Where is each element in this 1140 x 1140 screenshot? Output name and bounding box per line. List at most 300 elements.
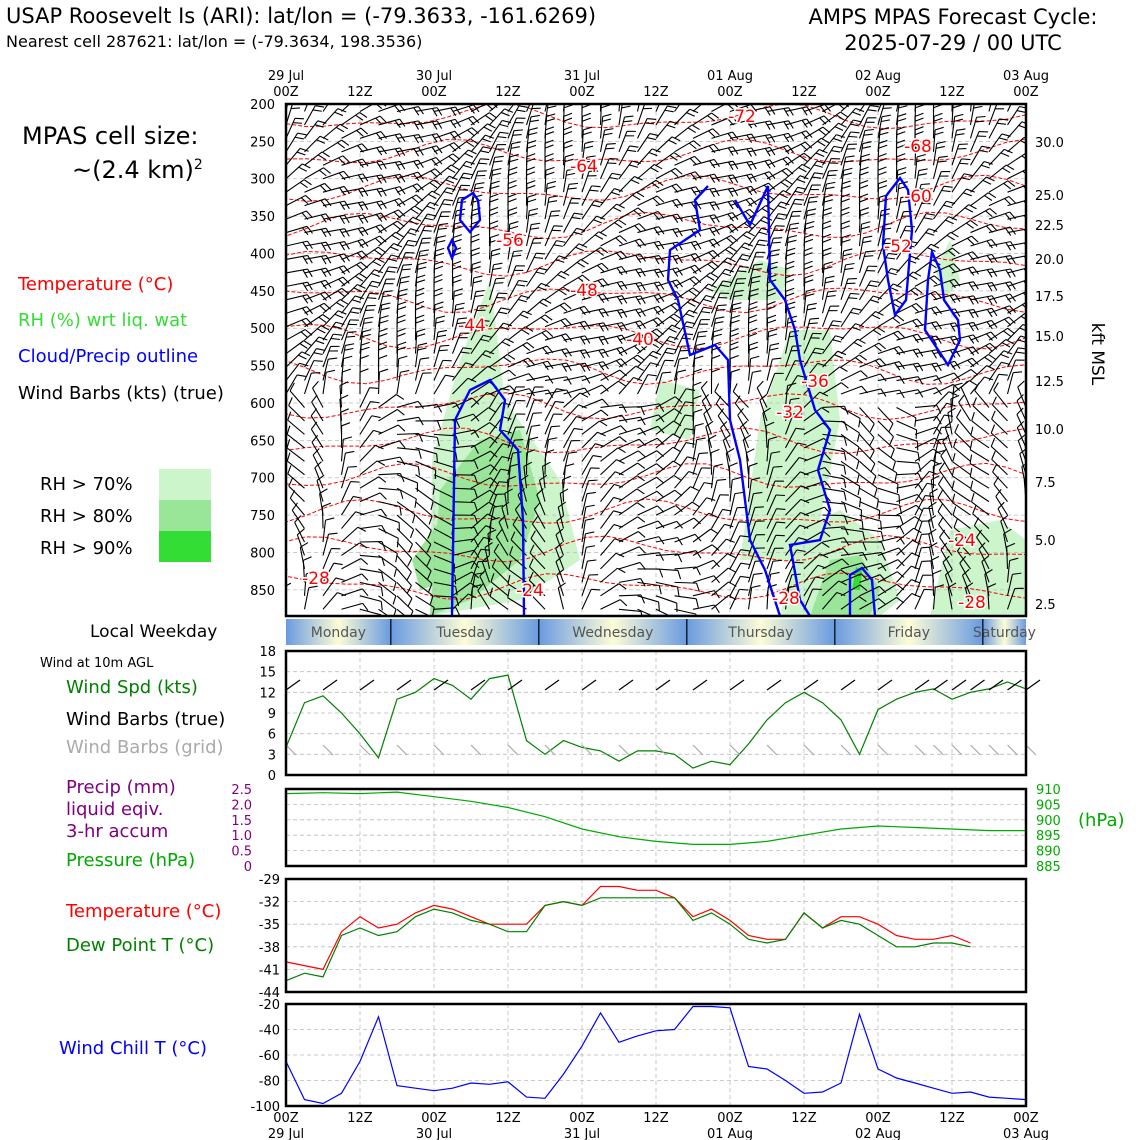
wind-barb [305,91,313,111]
wind-barb-flag [969,381,977,386]
wind-barb-flag [743,235,751,239]
wind-barb-flag [298,133,307,135]
wind-barb [675,94,688,112]
wind-barb [1026,157,1046,165]
wind-barb-flag [361,347,370,350]
wind-barb-flag [397,409,404,415]
wind-barb-flag [749,329,757,332]
wind-barb-flag [507,354,514,359]
wind-barb-flag [425,218,434,220]
weekday-label: Saturday [972,625,1036,641]
wind-barb-flag [851,132,860,133]
wind-barb-flag [637,476,644,481]
wind-barb [619,224,639,233]
wind-barb-flag [372,416,381,418]
wind-barb [712,247,730,260]
wind-barb-flag [345,215,350,223]
wind-barb-flag [934,118,942,121]
wind-barb-flag [291,108,300,109]
wind-barb-flag [712,369,720,372]
wind-barb [342,112,360,125]
wind-barb [1008,169,1028,179]
wind-barb-flag [921,184,930,185]
wind-barb [379,221,398,232]
wind-barb [508,374,529,381]
wind-barb-flag [795,199,804,200]
wind-barb-flag [393,224,400,230]
wind-barb-flag [959,395,964,402]
wind-barb [508,211,509,233]
wind-barb [804,127,823,138]
weekday-label: Tuesday [436,625,494,641]
wind-barb-true [619,680,633,690]
wind-barb-flag [863,236,872,238]
wind-barb-flag [864,256,873,257]
wind-barb-flag [1028,184,1034,191]
wind-barb-grid [434,745,444,755]
wind-barb-flag [860,208,869,211]
wind-barb-flag [436,241,445,243]
wind-barb-flag [854,342,862,346]
wind-barb-true [767,680,781,690]
wind-barb [545,287,563,300]
wind-barb-flag [883,108,892,109]
wind-barb-flag [585,350,590,358]
wind-barb-flag [987,283,992,291]
wind-barb-flag [546,172,555,175]
wind-barb-flag [806,294,815,296]
bottom-time-axis [268,1111,1049,1140]
wind-barb [416,180,434,192]
wind-barb [1008,291,1028,300]
wind-barb-flag [527,154,535,157]
wind-barb-flag [388,259,397,261]
wind-barb-flag [993,94,1002,95]
wind-barb-flag [924,589,933,590]
wind-barb-flag [299,167,307,171]
wind-barb-flag [617,268,622,275]
wind-barb-flag [415,206,423,211]
wind-barb-flag [898,560,904,566]
wind-barb [878,407,893,423]
wind-tick: 3 [267,748,276,764]
wind-barb-flag [542,333,549,339]
wind-barb-flag [939,517,944,525]
temperature-label: -48 [570,281,598,301]
wind-barb-flag [825,281,834,283]
legend-precip-2: liquid eqiv. [66,799,164,820]
wind-barb-flag [932,351,937,359]
wind-barb-flag [340,230,345,238]
wind-barb-flag [475,187,484,188]
wind-barb [286,164,302,179]
wind-barb-flag [432,191,440,195]
wind-barb [286,180,304,193]
wind-barb-flag [454,294,463,297]
wind-barb-flag [844,452,846,461]
wind-barb-flag [862,222,871,224]
wind-barb-flag [416,315,424,318]
wind-barb [675,125,692,138]
wind-barb-flag [288,412,291,420]
wind-barb [693,250,713,259]
wind-barb-flag [857,433,859,442]
wind-barb-flag [797,179,805,182]
wind-barb [730,243,745,260]
legend-windchill: Wind Chill T (°C) [59,1038,207,1059]
wind-barb-flag [929,502,937,507]
wind-barb-flag [622,415,627,422]
wind-barb-flag [915,418,916,427]
wind-barb-flag [665,110,674,112]
wind-barb [619,428,640,434]
wind-barb-flag [604,133,613,135]
wind-barb-flag [878,167,886,170]
wind-barb [841,421,859,433]
title-right-line2: 2025-07-29 / 00 UTC [844,31,1062,55]
wind-barb-flag [809,197,818,198]
wind-barb-flag [418,343,427,345]
wind-barb-flag [767,320,775,323]
wind-barb-flag [321,243,326,251]
wind-barb-flag [346,336,355,337]
wind-barb [305,183,325,192]
wind-barb [397,596,413,611]
wind-barb-flag [508,181,516,184]
wind-barb-flag [411,209,419,214]
wind-barb [878,376,900,380]
wind-barb [860,461,876,476]
wind-barb-grid [804,745,814,755]
wind-barb-flag [614,525,623,528]
wind-barb [453,116,473,125]
wind-barb [675,141,694,152]
wind-barb-flag [687,457,696,459]
wind-barb-flag [673,229,678,237]
wind-barb-flag [295,137,304,139]
wind-barb-flag [344,186,349,193]
wind-barb [342,559,361,569]
wind-barb-flag [345,344,354,346]
wind-barb-flag [453,239,462,242]
wind-barb-flag [416,302,424,305]
wind-barb-flag [303,270,308,278]
wind-barb [360,388,370,408]
wind-barb-flag [749,307,757,310]
wind-barb-flag [1028,279,1034,286]
wind-barb [342,285,358,300]
wind-barb-flag [381,509,386,516]
wind-barb-flag [641,283,646,291]
wind-barb [712,568,729,582]
wind-barb-flag [957,410,961,418]
wind-barb-flag [840,367,848,372]
wind-barb [275,550,286,569]
legend-local-weekday: Local Weekday [90,622,218,642]
wind-barb-flag [605,148,614,149]
wind-barb-flag [514,130,523,131]
wind-barb-flag [547,186,556,188]
wind-barb [286,352,302,367]
wind-barb-flag [696,567,700,575]
wind-barb-flag [915,118,923,121]
wind-barb-flag [659,227,664,234]
wind-barb-flag [508,199,516,202]
wind-barb-flag [710,273,718,278]
wind-barb [638,134,650,152]
wind-barb-flag [499,124,508,126]
wind-barb-flag [843,173,852,175]
wind-barb-grid [971,745,981,755]
wind-barb-flag [875,488,878,497]
wind-barb-flag [602,399,608,406]
wind-barb-flag [612,173,621,175]
wind-barb [601,426,621,435]
wind-barb-flag [730,333,738,336]
wind-barb-flag [1006,165,1014,170]
wind-barb-flag [733,188,738,196]
wind-barb-flag [924,218,933,220]
wind-barb [1008,153,1026,165]
wind-barb [270,527,286,542]
wind-barb [952,358,972,367]
temperature-label: -52 [884,237,912,257]
wind-barb-flag [765,122,770,130]
wind-barb-flag [823,213,832,216]
wind-barb [564,388,585,394]
wind-barb-flag [899,106,908,108]
wind-barb [545,389,557,408]
top-hour-label: 00Z [717,85,743,100]
wind-barb-flag [529,128,538,130]
wind-barb-flag [913,364,918,372]
wind-barb-flag [789,121,794,129]
wind-barb [638,506,658,515]
wind-barb [675,471,689,488]
wind-barb-true [693,680,707,690]
wind-barb-flag [494,263,503,265]
wind-barb-flag [947,235,955,240]
wind-barb-true [1026,680,1040,690]
wind-barb-flag [878,186,886,189]
wind-barb [804,149,819,165]
wind-barb-true [582,680,596,690]
wind-barb-flag [882,115,891,117]
wind-barb-flag [773,238,782,239]
wind-barb-flag [915,132,923,135]
wind-barb-flag [949,217,957,221]
wind-barb-flag [445,375,454,377]
wind-chill-panel [250,998,1026,1115]
wind-barb-flag [319,317,326,322]
wind-barb-flag [654,164,662,168]
altitude-tick: 2.5 [1035,598,1056,613]
wind-barb-flag [320,489,328,493]
wind-barb-flag [825,195,834,197]
wind-barb-flag [465,153,473,157]
wind-barb [693,284,708,300]
wind-barb [915,508,923,528]
wind-barb-flag [645,123,654,124]
temperature-label: -60 [904,187,932,207]
wind-barb-flag [848,298,857,299]
wind-barb-flag [1029,268,1034,275]
wind-barb-flag [336,303,344,308]
temp-tick: -44 [258,986,280,1001]
windchill-tick: -80 [258,1074,280,1090]
wind-barb-flag [715,383,719,391]
wind-barb-flag [668,328,676,332]
wind-barb-flag [494,283,503,284]
wind-barb-flag [505,109,513,112]
wind-barb-flag [944,205,953,207]
wind-barb-flag [382,303,391,305]
wind-barb-flag [328,358,337,359]
wind-barb-flag [695,156,701,162]
wind-barb-flag [807,214,816,216]
wind-barb-flag [772,242,781,243]
wind-barb-flag [490,207,498,210]
wind-barb-flag [427,206,435,209]
top-hour-label: 12Z [347,85,373,100]
wind-barb [323,311,338,327]
wind-barb-flag [970,220,977,225]
altitude-tick: 30.0 [1035,136,1064,151]
wind-barb-flag [527,181,535,184]
wind-barb-flag [605,129,614,131]
wind-barb-flag [992,296,997,304]
wind-barb-flag [621,87,630,90]
wind-barb-flag [901,89,910,90]
wind-barb-flag [485,115,492,120]
wind-barb-flag [805,142,812,148]
wind-barb-flag [564,118,572,121]
wind-barb-flag [862,146,871,148]
wind-barb-flag [379,369,388,372]
pressure-tick: 895 [1036,829,1061,845]
altitude-tick: 20.0 [1035,253,1064,268]
wind-barb-flag [394,243,402,246]
wind-barb [601,600,621,610]
wind-barb-flag [708,131,715,137]
wind-barb-flag [375,445,383,449]
wind-barb-flag [972,236,979,242]
wind-barb-flag [471,234,479,237]
wind-barb-flag [785,179,792,184]
wind-barb-flag [323,314,330,319]
wind-barb [290,391,304,408]
wind-barb-flag [549,196,558,198]
title-right-line1: AMPS MPAS Forecast Cycle: [808,5,1098,29]
wind-barb-flag [1029,229,1034,237]
wind-barb-flag [522,94,531,97]
wind-barb-flag [523,345,530,351]
wind-barb-flag [358,160,363,167]
wind-barb-flag [453,261,461,264]
wind-barb-flag [361,559,368,565]
wind-barb-flag [714,329,723,331]
wind-barb-flag [951,395,959,399]
wind-barb-grid [952,745,962,755]
wind-barb-flag [654,283,659,291]
wind-barb-flag [453,235,462,238]
wind-barb-flag [977,117,986,118]
wind-barb [397,529,413,545]
wind-barb-flag [860,167,868,170]
wind-barb-flag [414,135,419,143]
wind-barb [564,453,569,474]
wind-barb-flag [678,538,683,546]
wind-barb-flag [430,183,437,188]
wind-barb-flag [533,413,542,414]
cell-size-sup: 2 [193,157,203,173]
wind-barb-flag [827,296,836,297]
wind-barb-flag [952,467,954,476]
wind-barb [453,128,472,139]
wind-barb-flag [819,130,826,136]
wind-barb-flag [603,114,612,116]
wind-barb [973,406,989,421]
wind-barb-flag [493,168,502,170]
wind-barb-flag [601,100,610,103]
wind-barb-flag [768,315,776,318]
wind-barb-flag [637,355,644,360]
wind-barb-flag [786,261,794,264]
wind-barb-flag [331,338,340,339]
wind-barb-flag [669,140,677,144]
wind-barb-flag [994,89,1003,90]
wind-barb-flag [935,127,944,130]
wind-barb-flag [972,92,981,94]
wind-barb [286,133,298,152]
wind-barb [934,217,949,233]
wind-barb-flag [454,227,463,229]
wind-barb-flag [809,323,818,324]
wind-barb-flag [639,224,645,230]
wind-barb-flag [315,462,322,468]
wind-barb-flag [831,151,840,153]
wind-barb-flag [268,494,270,503]
wind-barb-flag [844,479,846,488]
wind-barb [897,580,912,596]
wind-barb-flag [636,297,641,305]
top-hour-label: 12Z [495,85,521,100]
wind-barb-flag [434,275,442,278]
wind-barb-flag [572,217,581,218]
wind-barb-flag [860,172,868,175]
wind-barb [970,464,989,475]
wind-barb-flag [316,349,325,351]
wind-barb-flag [306,211,312,218]
wind-barb-flag [868,285,877,287]
wind-barb [656,314,674,327]
wind-barb [379,582,396,596]
temperature-label: -32 [776,403,804,423]
wind-barb [305,337,319,354]
wind-barb [638,438,658,448]
wind-barb-flag [795,191,804,193]
wind-barb-flag [846,263,855,264]
wind-barb-flag [860,213,869,216]
wind-barb-flag [1008,328,1015,333]
wind-barb-flag [678,255,683,263]
top-time-axis [268,69,1049,100]
wind-barb-flag [496,278,505,279]
wind-barb-flag [895,473,897,482]
wind-barb [416,475,435,486]
wind-barb-flag [398,307,407,310]
temperature-label: -72 [728,107,756,127]
